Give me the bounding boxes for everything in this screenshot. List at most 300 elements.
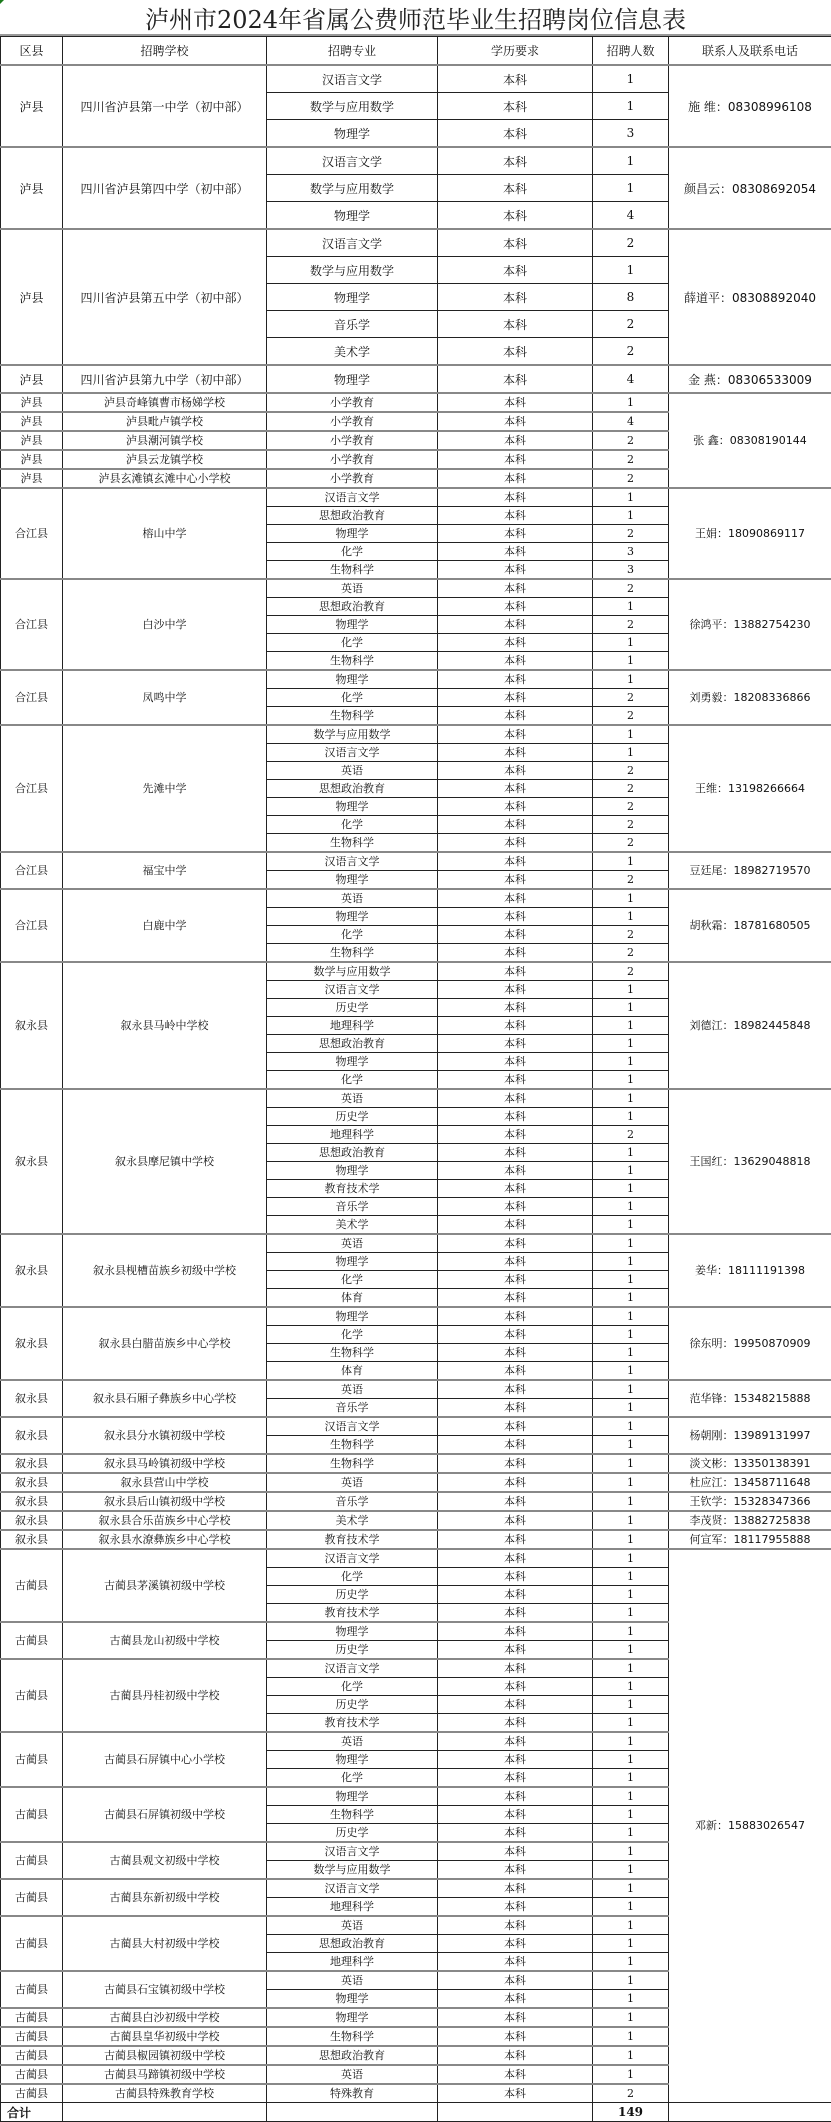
major-cell: 数学与应用数学 (267, 175, 438, 202)
contact-cell: 刘勇毅：18208336866 (669, 670, 831, 725)
table-row (1, 670, 831, 689)
count-cell: 4 (593, 202, 669, 230)
table-row (1, 1417, 831, 1436)
education-cell: 本科 (438, 1530, 593, 1549)
education-cell: 本科 (438, 1511, 593, 1530)
major-cell: 汉语言文学 (267, 1417, 438, 1436)
major-cell: 历史学 (267, 1696, 438, 1714)
major-cell: 生物科学 (267, 1806, 438, 1824)
school-cell: 四川省泸县第一中学（初中部） (63, 65, 267, 147)
school-cell: 叙永县马岭镇初级中学校 (63, 1454, 267, 1473)
major-cell: 地理科学 (267, 1898, 438, 1917)
count-cell: 2 (593, 431, 669, 450)
school-cell: 泸县玄滩镇玄滩中心小学校 (63, 469, 267, 488)
education-cell: 本科 (438, 1916, 593, 1935)
table-row (1, 1549, 831, 1568)
count-cell: 1 (593, 1604, 669, 1623)
county-cell: 叙永县 (1, 962, 63, 1089)
education-cell: 本科 (438, 725, 593, 744)
contact-cell: 杨朝刚：13989131997 (669, 1417, 831, 1454)
major-cell: 音乐学 (267, 311, 438, 338)
count-cell: 8 (593, 284, 669, 311)
major-cell: 数学与应用数学 (267, 1861, 438, 1880)
major-cell: 历史学 (267, 1824, 438, 1843)
major-cell: 汉语言文学 (267, 488, 438, 507)
education-cell: 本科 (438, 1953, 593, 1972)
count-cell: 1 (593, 1641, 669, 1660)
school-cell: 叙永县分水镇初级中学校 (63, 1417, 267, 1454)
count-cell: 1 (593, 1568, 669, 1586)
education-cell: 本科 (438, 1971, 593, 1990)
education-cell: 本科 (438, 2084, 593, 2103)
contact-cell: 薛道平：08308892040 (669, 229, 831, 365)
county-cell: 泸县 (1, 147, 63, 229)
count-cell: 1 (593, 889, 669, 908)
education-cell: 本科 (438, 175, 593, 202)
county-cell: 合江县 (1, 488, 63, 579)
table-row (1, 488, 831, 507)
education-cell: 本科 (438, 2065, 593, 2084)
school-cell: 四川省泸县第九中学（初中部） (63, 365, 267, 393)
major-cell: 物理学 (267, 202, 438, 230)
major-cell: 英语 (267, 579, 438, 598)
count-cell: 1 (593, 744, 669, 762)
count-cell: 1 (593, 1289, 669, 1308)
count-cell: 2 (593, 780, 669, 798)
count-cell: 1 (593, 2046, 669, 2065)
count-cell: 2 (593, 762, 669, 780)
count-cell: 1 (593, 999, 669, 1017)
major-cell: 思想政治教育 (267, 780, 438, 798)
county-cell: 叙永县 (1, 1089, 63, 1234)
count-cell: 1 (593, 1071, 669, 1090)
county-cell: 古蔺县 (1, 2008, 63, 2027)
table-row (1, 1380, 831, 1399)
major-cell: 数学与应用数学 (267, 725, 438, 744)
contact-cell: 邓新：15883026547 (669, 1549, 831, 2103)
education-cell: 本科 (438, 1454, 593, 1473)
major-cell: 小学教育 (267, 469, 438, 488)
school-cell: 叙永县马岭中学校 (63, 962, 267, 1089)
education-cell: 本科 (438, 871, 593, 890)
header-education: 学历要求 (438, 37, 593, 66)
education-cell: 本科 (438, 1549, 593, 1568)
major-cell: 小学教育 (267, 393, 438, 412)
education-cell: 本科 (438, 962, 593, 981)
county-cell: 泸县 (1, 431, 63, 450)
education-cell: 本科 (438, 1253, 593, 1271)
education-cell: 本科 (438, 1714, 593, 1733)
count-cell: 1 (593, 852, 669, 871)
major-cell: 汉语言文学 (267, 744, 438, 762)
count-cell: 1 (593, 1017, 669, 1035)
education-cell: 本科 (438, 1751, 593, 1769)
major-cell: 化学 (267, 816, 438, 834)
education-cell: 本科 (438, 762, 593, 780)
count-cell: 1 (593, 1035, 669, 1053)
education-cell: 本科 (438, 1568, 593, 1586)
table-row (1, 1492, 831, 1511)
table-row (1, 725, 831, 744)
contact-cell: 王国红：13629048818 (669, 1089, 831, 1234)
count-cell: 2 (593, 707, 669, 726)
total-row (1, 2103, 831, 2122)
major-cell: 物理学 (267, 1990, 438, 2009)
total-count: 149 (593, 2103, 669, 2122)
school-cell: 叙永县后山镇初级中学校 (63, 1492, 267, 1511)
count-cell: 1 (593, 1253, 669, 1271)
header-school: 招聘学校 (63, 37, 267, 66)
county-cell: 叙永县 (1, 1492, 63, 1511)
education-cell: 本科 (438, 670, 593, 689)
school-cell: 古蔺县茅溪镇初级中学校 (63, 1549, 267, 1622)
header-major: 招聘专业 (267, 37, 438, 66)
county-cell: 古蔺县 (1, 1842, 63, 1879)
table-row (1, 1454, 831, 1473)
education-cell: 本科 (438, 1769, 593, 1788)
major-cell: 化学 (267, 1678, 438, 1696)
contact-cell: 胡秋霜：18781680505 (669, 889, 831, 962)
header-count: 招聘人数 (593, 37, 669, 66)
contact-cell: 豆廷尾：18982719570 (669, 852, 831, 889)
county-cell: 合江县 (1, 670, 63, 725)
count-cell: 1 (593, 1971, 669, 1990)
school-cell: 古蔺县石宝镇初级中学校 (63, 1971, 267, 2008)
education-cell: 本科 (438, 412, 593, 431)
table-row (1, 579, 831, 598)
contact-cell: 张 鑫：08308190144 (669, 393, 831, 488)
major-cell: 物理学 (267, 2008, 438, 2027)
school-cell: 福宝中学 (63, 852, 267, 889)
major-cell: 小学教育 (267, 431, 438, 450)
education-cell: 本科 (438, 1861, 593, 1880)
education-cell: 本科 (438, 2027, 593, 2046)
count-cell: 2 (593, 525, 669, 543)
major-cell: 化学 (267, 1568, 438, 1586)
major-cell: 教育技术学 (267, 1180, 438, 1198)
major-cell: 历史学 (267, 1586, 438, 1604)
count-cell: 4 (593, 365, 669, 393)
major-cell: 物理学 (267, 1253, 438, 1271)
count-cell: 1 (593, 1234, 669, 1253)
education-cell: 本科 (438, 202, 593, 230)
contact-cell: 徐东明：19950870909 (669, 1307, 831, 1380)
table-row (1, 1511, 831, 1530)
major-cell: 生物科学 (267, 1436, 438, 1455)
major-cell: 思想政治教育 (267, 1144, 438, 1162)
education-cell: 本科 (438, 1198, 593, 1216)
education-cell: 本科 (438, 1017, 593, 1035)
major-cell: 美术学 (267, 338, 438, 366)
county-cell: 古蔺县 (1, 1971, 63, 2008)
count-cell: 2 (593, 834, 669, 853)
count-cell: 1 (593, 1180, 669, 1198)
education-cell: 本科 (438, 652, 593, 671)
county-cell: 泸县 (1, 469, 63, 488)
county-cell: 叙永县 (1, 1454, 63, 1473)
education-cell: 本科 (438, 981, 593, 999)
count-cell: 1 (593, 1953, 669, 1972)
count-cell: 1 (593, 1144, 669, 1162)
education-cell: 本科 (438, 1326, 593, 1344)
education-cell: 本科 (438, 431, 593, 450)
county-cell: 泸县 (1, 65, 63, 147)
count-cell: 1 (593, 1454, 669, 1473)
count-cell: 1 (593, 2065, 669, 2084)
county-cell: 叙永县 (1, 1234, 63, 1307)
county-cell: 古蔺县 (1, 2046, 63, 2065)
count-cell: 1 (593, 1824, 669, 1843)
school-cell: 泸县毗卢镇学校 (63, 412, 267, 431)
major-cell: 体育 (267, 1289, 438, 1308)
education-cell: 本科 (438, 1824, 593, 1843)
total-empty-school (63, 2103, 267, 2122)
education-cell: 本科 (438, 1108, 593, 1126)
table-row (1, 1530, 831, 1549)
school-cell: 泸县奇峰镇曹市杨娣学校 (63, 393, 267, 412)
education-cell: 本科 (438, 889, 593, 908)
major-cell: 生物科学 (267, 561, 438, 580)
major-cell: 英语 (267, 1473, 438, 1492)
count-cell: 1 (593, 257, 669, 284)
education-cell: 本科 (438, 2046, 593, 2065)
school-cell: 古蔺县龙山初级中学校 (63, 1622, 267, 1659)
major-cell: 英语 (267, 2065, 438, 2084)
major-cell: 化学 (267, 634, 438, 652)
count-cell: 1 (593, 2008, 669, 2027)
education-cell: 本科 (438, 598, 593, 616)
major-cell: 物理学 (267, 1162, 438, 1180)
count-cell: 1 (593, 634, 669, 652)
education-cell: 本科 (438, 926, 593, 944)
education-cell: 本科 (438, 120, 593, 148)
total-empty-education (438, 2103, 593, 2122)
major-cell: 汉语言文学 (267, 852, 438, 871)
school-cell: 白沙中学 (63, 579, 267, 670)
count-cell: 2 (593, 311, 669, 338)
contact-cell: 颜昌云：08308692054 (669, 147, 831, 229)
major-cell: 生物科学 (267, 834, 438, 853)
major-cell: 数学与应用数学 (267, 962, 438, 981)
education-cell: 本科 (438, 1271, 593, 1289)
major-cell: 汉语言文学 (267, 65, 438, 93)
header-contact: 联系人及联系电话 (669, 37, 831, 66)
county-cell: 古蔺县 (1, 1659, 63, 1732)
major-cell: 小学教育 (267, 450, 438, 469)
count-cell: 2 (593, 1126, 669, 1144)
contact-cell: 淡文彬：13350138391 (669, 1454, 831, 1473)
major-cell: 小学教育 (267, 412, 438, 431)
major-cell: 思想政治教育 (267, 1035, 438, 1053)
major-cell: 音乐学 (267, 1492, 438, 1511)
major-cell: 汉语言文学 (267, 229, 438, 257)
recruitment-table (0, 36, 831, 2122)
count-cell: 1 (593, 1787, 669, 1806)
major-cell: 物理学 (267, 365, 438, 393)
education-cell: 本科 (438, 1732, 593, 1751)
education-cell: 本科 (438, 311, 593, 338)
education-cell: 本科 (438, 834, 593, 853)
county-cell: 叙永县 (1, 1307, 63, 1380)
education-cell: 本科 (438, 1659, 593, 1678)
table-row (1, 1089, 831, 1108)
count-cell: 1 (593, 1162, 669, 1180)
contact-cell: 徐鸿平：13882754230 (669, 579, 831, 670)
count-cell: 1 (593, 1879, 669, 1898)
education-cell: 本科 (438, 488, 593, 507)
county-cell: 古蔺县 (1, 2084, 63, 2103)
count-cell: 1 (593, 175, 669, 202)
education-cell: 本科 (438, 1436, 593, 1455)
count-cell: 1 (593, 507, 669, 525)
major-cell: 思想政治教育 (267, 1935, 438, 1953)
contact-cell: 姜华：18111191398 (669, 1234, 831, 1307)
education-cell: 本科 (438, 1380, 593, 1399)
major-cell: 物理学 (267, 670, 438, 689)
major-cell: 历史学 (267, 999, 438, 1017)
education-cell: 本科 (438, 1289, 593, 1308)
county-cell: 古蔺县 (1, 1916, 63, 1971)
count-cell: 1 (593, 1990, 669, 2009)
count-cell: 1 (593, 488, 669, 507)
county-cell: 合江县 (1, 579, 63, 670)
major-cell: 英语 (267, 1089, 438, 1108)
school-cell: 古蔺县东新初级中学校 (63, 1879, 267, 1916)
education-cell: 本科 (438, 1417, 593, 1436)
count-cell: 1 (593, 1751, 669, 1769)
count-cell: 1 (593, 1436, 669, 1455)
education-cell: 本科 (438, 1678, 593, 1696)
education-cell: 本科 (438, 1898, 593, 1917)
count-cell: 1 (593, 1344, 669, 1362)
education-cell: 本科 (438, 1622, 593, 1641)
county-cell: 叙永县 (1, 1511, 63, 1530)
contact-cell: 金 燕：08306533009 (669, 365, 831, 393)
count-cell: 2 (593, 616, 669, 634)
major-cell: 英语 (267, 1971, 438, 1990)
major-cell: 英语 (267, 762, 438, 780)
education-cell: 本科 (438, 1180, 593, 1198)
table-body (1, 65, 831, 2103)
school-cell: 泸县潮河镇学校 (63, 431, 267, 450)
count-cell: 1 (593, 1473, 669, 1492)
count-cell: 1 (593, 1586, 669, 1604)
education-cell: 本科 (438, 65, 593, 93)
education-cell: 本科 (438, 798, 593, 816)
education-cell: 本科 (438, 1126, 593, 1144)
school-cell: 泸县云龙镇学校 (63, 450, 267, 469)
count-cell: 1 (593, 1326, 669, 1344)
education-cell: 本科 (438, 525, 593, 543)
school-cell: 白鹿中学 (63, 889, 267, 962)
count-cell: 1 (593, 1380, 669, 1399)
count-cell: 2 (593, 338, 669, 366)
count-cell: 1 (593, 1769, 669, 1788)
major-cell: 物理学 (267, 1751, 438, 1769)
education-cell: 本科 (438, 284, 593, 311)
major-cell: 物理学 (267, 284, 438, 311)
count-cell: 1 (593, 1511, 669, 1530)
county-cell: 叙永县 (1, 1473, 63, 1492)
school-cell: 古蔺县石屏镇中心小学校 (63, 1732, 267, 1787)
major-cell: 生物科学 (267, 707, 438, 726)
education-cell: 本科 (438, 1344, 593, 1362)
education-cell: 本科 (438, 338, 593, 366)
major-cell: 英语 (267, 1380, 438, 1399)
school-cell: 古蔺县特殊教育学校 (63, 2084, 267, 2103)
county-cell: 泸县 (1, 365, 63, 393)
school-cell: 古蔺县皇华初级中学校 (63, 2027, 267, 2046)
education-cell: 本科 (438, 543, 593, 561)
school-cell: 四川省泸县第五中学（初中部） (63, 229, 267, 365)
contact-cell: 王维：13198266664 (669, 725, 831, 852)
major-cell: 英语 (267, 889, 438, 908)
major-cell: 生物科学 (267, 2027, 438, 2046)
table-row (1, 1234, 831, 1253)
education-cell: 本科 (438, 1162, 593, 1180)
table-row (1, 65, 831, 93)
total-label: 合计 (1, 2103, 63, 2122)
table-row (1, 852, 831, 871)
school-cell: 凤鸣中学 (63, 670, 267, 725)
count-cell: 1 (593, 1659, 669, 1678)
count-cell: 2 (593, 798, 669, 816)
count-cell: 1 (593, 1530, 669, 1549)
contact-cell: 李茂贤：13882725838 (669, 1511, 831, 1530)
major-cell: 物理学 (267, 908, 438, 926)
education-cell: 本科 (438, 365, 593, 393)
school-cell: 榕山中学 (63, 488, 267, 579)
school-cell: 叙永县摩尼镇中学校 (63, 1089, 267, 1234)
major-cell: 物理学 (267, 1787, 438, 1806)
major-cell: 化学 (267, 926, 438, 944)
contact-cell: 刘德江：18982445848 (669, 962, 831, 1089)
education-cell: 本科 (438, 1053, 593, 1071)
major-cell: 地理科学 (267, 1017, 438, 1035)
total-empty-major (267, 2103, 438, 2122)
school-cell: 叙永县营山中学校 (63, 1473, 267, 1492)
table-row (1, 962, 831, 981)
count-cell: 1 (593, 2027, 669, 2046)
education-cell: 本科 (438, 634, 593, 652)
education-cell: 本科 (438, 561, 593, 580)
county-cell: 古蔺县 (1, 1622, 63, 1659)
count-cell: 1 (593, 1417, 669, 1436)
county-cell: 叙永县 (1, 1380, 63, 1417)
school-cell: 古蔺县大村初级中学校 (63, 1916, 267, 1971)
education-cell: 本科 (438, 93, 593, 120)
major-cell: 美术学 (267, 1511, 438, 1530)
count-cell: 2 (593, 2084, 669, 2103)
school-cell: 叙永县白腊苗族乡中心学校 (63, 1307, 267, 1380)
education-cell: 本科 (438, 780, 593, 798)
count-cell: 2 (593, 816, 669, 834)
education-cell: 本科 (438, 1216, 593, 1235)
education-cell: 本科 (438, 1806, 593, 1824)
count-cell: 1 (593, 1678, 669, 1696)
count-cell: 2 (593, 962, 669, 981)
education-cell: 本科 (438, 1990, 593, 2009)
school-cell: 先滩中学 (63, 725, 267, 852)
count-cell: 1 (593, 1307, 669, 1326)
count-cell: 1 (593, 1549, 669, 1568)
education-cell: 本科 (438, 1879, 593, 1898)
school-cell: 叙永县水潦彝族乡中心学校 (63, 1530, 267, 1549)
major-cell: 思想政治教育 (267, 2046, 438, 2065)
count-cell: 1 (593, 393, 669, 412)
school-cell: 古蔺县马蹄镇初级中学校 (63, 2065, 267, 2084)
count-cell: 1 (593, 1696, 669, 1714)
